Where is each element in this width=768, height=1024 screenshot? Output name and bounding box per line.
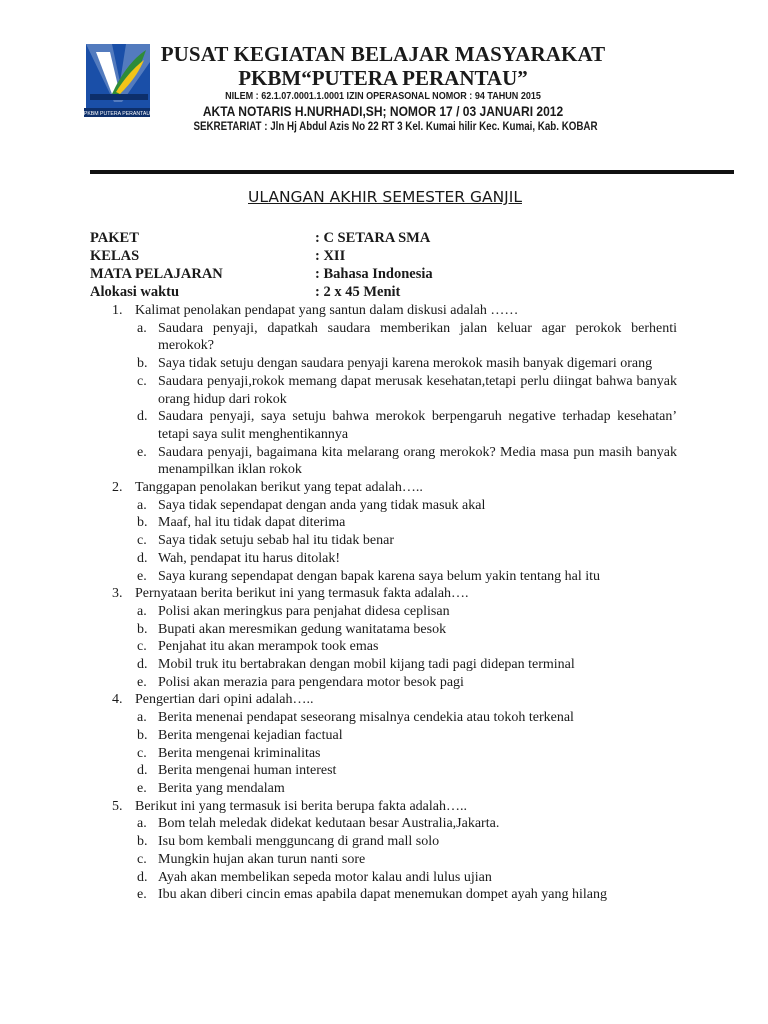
question-number: 3. <box>112 586 123 602</box>
question-number: 2. <box>112 480 123 496</box>
answer-option <box>100 727 677 745</box>
meta-key: PAKET <box>90 230 139 246</box>
option-text: Bupati akan meresmikan gedung wanitatama besok <box>158 621 447 637</box>
option-label: b. <box>137 727 148 743</box>
question-text: Pengertian dari opini adalah….. <box>135 692 314 708</box>
meta-key: KELAS <box>90 248 140 264</box>
answer-option <box>100 762 677 780</box>
option-label: d. <box>137 869 148 885</box>
option-text: Berita yang mendalam <box>158 780 285 796</box>
answer-option <box>100 833 677 851</box>
option-label: b. <box>137 515 148 531</box>
question-list <box>100 302 677 904</box>
option-label: d. <box>137 409 148 425</box>
meta-value: : XII <box>315 248 346 264</box>
answer-option <box>100 869 677 887</box>
question-number: 4. <box>112 692 123 708</box>
akta-line: AKTA NOTARIS H.NURHADI,SH; NOMOR 17 / 03 JANUARI 2012 <box>202 103 564 119</box>
question-number: 1. <box>112 303 123 318</box>
option-text: Polisi akan meringkus para penjahat didesa ceplisan <box>158 603 450 619</box>
question-text: Pernyataan berita berikut ini yang termasuk fakta adalah…. <box>135 586 469 602</box>
option-label: a. <box>137 710 147 726</box>
question-item <box>100 479 677 497</box>
answer-option <box>100 550 677 568</box>
answer-option <box>100 514 677 532</box>
header-divider <box>90 170 734 174</box>
option-text: Polisi akan merazia para pengendara motor besok pagi <box>158 674 464 690</box>
question-item <box>100 691 677 709</box>
question-text: Kalimat penolakan pendapat yang santun dalam diskusi adalah …… <box>135 303 519 318</box>
option-text: Berita mengenai kejadian factual <box>158 727 343 743</box>
answer-option <box>100 408 677 443</box>
option-text: Berita menenai pendapat seseorang misalnya cendekia atau tokoh terkenal <box>158 710 574 726</box>
answer-option <box>100 355 677 373</box>
meta-value: : C SETARA SMA <box>315 230 431 246</box>
answer-option <box>100 497 677 515</box>
logo-caption: PKBM PUTERA PERANTAU <box>83 111 151 117</box>
sekretariat-line: SEKRETARIAT : Jln Hj Abdul Azis No 22 RT 3 Kel. Kumai hilir Kec. Kumai, Kab. KOBAR <box>193 121 598 133</box>
option-label: b. <box>137 356 148 372</box>
answer-option <box>100 621 677 639</box>
answer-option <box>100 709 677 727</box>
option-text: Maaf, hal itu tidak dapat diterima <box>158 515 346 531</box>
option-label: c. <box>137 533 147 549</box>
option-text: Saudara penyaji, saya setuju bahwa merokok berpengaruh negative terhadap kesehatan’ tetapi saya sulit menghentikannya <box>158 409 677 442</box>
question-text: Tanggapan penolakan berikut yang tepat adalah….. <box>135 480 423 496</box>
answer-option <box>100 532 677 550</box>
option-text: Ibu akan diberi cincin emas apabila dapat menemukan dompet ayah yang hilang <box>158 887 608 903</box>
answer-option <box>100 815 677 833</box>
option-text: Berita mengenai human interest <box>158 763 337 779</box>
option-label: a. <box>137 816 147 832</box>
question-text: Berikut ini yang termasuk isi berita berupa fakta adalah….. <box>135 798 468 814</box>
option-text: Ayah akan membelikan sepeda motor kalau andi lulus ujian <box>158 869 492 885</box>
meta-key: MATA PELAJARAN <box>90 266 223 282</box>
option-label: c. <box>137 639 147 655</box>
option-label: b. <box>137 834 148 850</box>
option-label: d. <box>137 657 148 673</box>
nilem-line: NILEM : 62.1.07.0001.1.0001 IZIN OPERASONAL NOMOR : 94 TAHUN 2015 <box>225 90 541 102</box>
answer-option <box>100 851 677 869</box>
answer-option <box>100 568 677 586</box>
answer-option <box>100 320 677 355</box>
answer-option <box>100 745 677 763</box>
option-text: Isu bom kembali mengguncang di grand mall solo <box>158 834 440 850</box>
pkbm-logo-icon <box>82 42 154 120</box>
option-label: c. <box>137 851 147 867</box>
option-label: d. <box>137 763 148 779</box>
option-text: Saudara penyaji,rokok memang dapat merusak kesehatan,tetapi perlu diingat bahwa banyak orang hidup dari rokok <box>158 373 677 407</box>
org-name-line1: PUSAT KEGIATAN BELAJAR MASYARAKAT <box>160 42 606 66</box>
question-item <box>100 798 677 816</box>
option-text: Saya kurang sependapat dengan bapak karena saya belum yakin tentang hal itu <box>158 568 601 584</box>
option-text: Wah, pendapat itu harus ditolak! <box>158 550 340 566</box>
meta-value: : 2 x 45 Menit <box>315 284 401 300</box>
option-label: e. <box>137 780 147 796</box>
option-text: Berita mengenai kriminalitas <box>158 745 321 761</box>
answer-option <box>100 674 677 692</box>
option-text: Mobil truk itu bertabrakan dengan mobil kijang tadi pagi didepan terminal <box>158 657 575 673</box>
option-label: c. <box>137 373 147 389</box>
option-label: e. <box>137 887 147 903</box>
option-label: d. <box>137 550 148 566</box>
answer-option <box>100 780 677 798</box>
option-text: Bom telah meledak didekat kedutaan besar Australia,Jakarta. <box>158 816 500 832</box>
option-label: c. <box>137 745 147 761</box>
answer-option <box>100 603 677 621</box>
option-label: b. <box>137 621 148 637</box>
option-text: Penjahat itu akan merampok took emas <box>158 639 379 655</box>
option-label: e. <box>137 674 147 690</box>
answer-option <box>100 656 677 674</box>
answer-option <box>100 373 677 408</box>
meta-key: Alokasi waktu <box>90 284 180 300</box>
option-text: Saudara penyaji, bagaimana kita melarang orang merokok? Media masa pun masih banyak menampilkan iklan rokok <box>158 444 677 478</box>
question-item <box>100 585 677 603</box>
option-label: e. <box>137 568 147 584</box>
option-text: Saya tidak sependapat dengan anda yang tidak masuk akal <box>158 497 486 513</box>
option-text: Mungkin hujan akan turun nanti sore <box>158 851 366 867</box>
org-name-line2: PKBM“PUTERA PERANTAU” <box>238 66 528 90</box>
question-number: 5. <box>112 798 123 814</box>
answer-option <box>100 444 677 479</box>
option-text: Saudara penyaji, dapatkah saudara memberikan jalan keluar agar perokok berhenti merokok? <box>158 320 677 354</box>
meta-value: : Bahasa Indonesia <box>315 266 433 282</box>
option-label: a. <box>137 497 147 513</box>
answer-option <box>100 886 677 904</box>
option-label: a. <box>137 603 147 619</box>
option-text: Saya tidak setuju dengan saudara penyaji karena merokok masih banyak digemari orang <box>158 356 653 372</box>
answer-option <box>100 638 677 656</box>
pkbm-logo <box>82 42 154 120</box>
option-label: a. <box>137 320 147 336</box>
question-item <box>100 302 677 320</box>
exam-title: ULANGAN AKHIR SEMESTER GANJIL <box>248 188 522 206</box>
option-label: e. <box>137 444 147 460</box>
option-text: Saya tidak setuju sebab hal itu tidak benar <box>158 533 394 549</box>
